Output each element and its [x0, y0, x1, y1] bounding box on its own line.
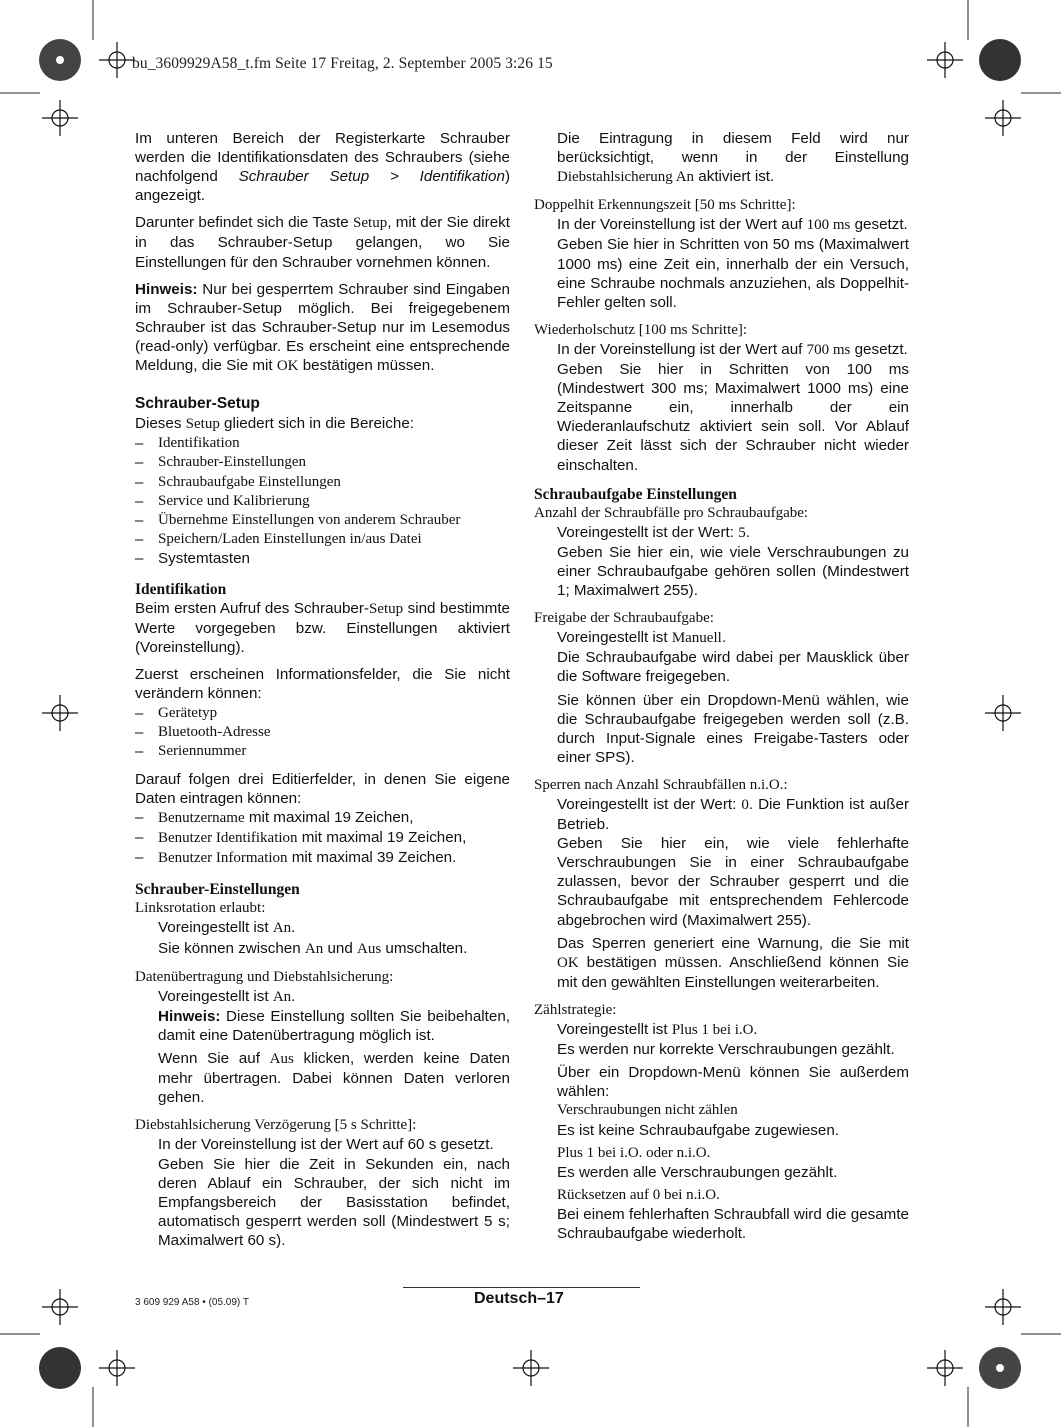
diebstahlsicherung-details: In der Voreinstellung ist der Wert auf 60 s gesetzt. Geben Sie hier die Zeit in Sekunden ein, nach deren Ablauf ein Schrauber, der sich nicht im Empfangsbereich der Basisstation befindet, automatisch gesperrt werden soll (Mindestwert 5 s; Maximalwert 60 s).: [158, 1136, 510, 1249]
list-item: – Benutzer Identifikation mit maximal 19 Zeichen,: [135, 828, 510, 848]
option-verschraubungen-nicht-zaehlen: Verschraubungen nicht zählen: [557, 1102, 738, 1119]
anzahl-details: Voreingestellt ist der Wert: 5. Geben Sie hier ein, wie viele Verschraubungen zu einer Schraubaufgabe gehören sollen (Mindestwert 1; Maximalwert 255).: [557, 523, 909, 600]
setup-intro: Dieses Setup gliedert sich in die Bereiche:: [135, 415, 414, 433]
file-info-header: bu_3609929A58_t.fm Seite 17 Freitag, 2. September 2005 3:26 15: [132, 55, 553, 72]
heading-schrauber-setup: Schrauber-Setup: [135, 395, 260, 413]
setup-list: [135, 434, 510, 568]
label-anzahl-schraubfaelle: Anzahl der Schraubfälle pro Schraubaufgabe:: [534, 504, 809, 521]
heading-schraubaufgabe-einstellungen: Schraubaufgabe Einstellungen: [534, 485, 737, 503]
label-diebstahlsicherung-verzoegerung: Diebstahlsicherung Verzögerung [5 s Schritte]:: [135, 1117, 417, 1134]
doppelhit-details: In der Voreinstellung ist der Wert auf 100 ms gesetzt. Geben Sie hier in Schritten von 50 ms (Maximalwert 1000 ms) eine Zeit ein, innerhalb der ein Versuch, eine Schraube nochmals anzuziehen, als Doppelhit-Fehler gelten soll.: [557, 216, 909, 311]
page-number: Deutsch–17: [474, 1290, 564, 1307]
list-item: – Gerätetyp: [135, 704, 510, 723]
starburst-mark-top-left: [39, 39, 81, 81]
list-item: – Schrauber-Einstellungen: [135, 453, 510, 472]
paragraph-hinweis: Hinweis: Nur bei gesperrtem Schrauber sind Eingaben im Schrauber-Setup möglich. Bei freigegebenem Schrauber ist das Schrauber-Setup nur im Lesemodus (read-only) verfügbar. Es erscheint eine entsprechende Meldung, die Sie mit OK bestätigen müssen.: [135, 280, 510, 375]
list-item: – Service und Kalibrierung: [135, 492, 510, 511]
label-freigabe: Freigabe der Schraubaufgabe:: [534, 610, 714, 627]
label-zaehlstrategie: Zählstrategie:: [534, 1001, 617, 1018]
right-column: [534, 129, 909, 1243]
zaehlstrategie-details: Voreingestellt ist Plus 1 bei i.O. Es werden nur korrekte Verschraubungen gezählt. Über ein Dropdown-Menü können Sie außerdem wählen: Verschraubungen nicht zählen Es ist keine Schraubaufgabe zugewiesen. Plus 1 bei i.O. oder n.i.O. Es werden alle Verschraubungen gezählt. Rücksetzen auf 0 bei n.i.O. Bei einem fehlerhaften Schraubfall wird die gesamte Schraubaufgabe wiederholt.: [557, 1021, 909, 1242]
footer-rule: [403, 1287, 640, 1288]
freigabe-details: Voreingestellt ist Manuell. Die Schraubaufgabe wird dabei per Mausklick über die Software freigegeben. Sie können über ein Dropdown-Menü wählen, wie die Schraubaufgabe freigegeben werden soll (z.B. durch Input-Signale eines Freigabe-Tasters oder einer SPS).: [557, 629, 909, 766]
label-linksrotation: Linksrotation erlaubt:: [135, 900, 266, 917]
heading-identifikation: Identifikation: [135, 580, 227, 598]
list-item: – Seriennummer: [135, 742, 510, 761]
ident-list: [135, 704, 510, 761]
ident-paragraph-2: Zuerst erscheinen Informationsfelder, die Sie nicht verändern können:: [135, 666, 510, 703]
list-item: – Übernehme Einstellungen von anderem Schrauber: [135, 511, 510, 530]
edit-field-list: [135, 808, 510, 868]
label-wiederholschutz: Wiederholschutz [100 ms Schritte]:: [534, 321, 748, 338]
starburst-mark-top-right: [979, 39, 1021, 81]
paragraph-registerkarte: Im unteren Bereich der Registerkarte Schrauber werden die Identifikationsdaten des Schraubers (siehe nachfolgend Schrauber Setup > Identifikation) angezeigt.: [135, 130, 510, 205]
list-item: – Systemtasten: [135, 549, 510, 568]
diebstahl-note: Die Eintragung in diesem Feld wird nur berücksichtigt, wenn in der Einstellung Diebstahlsicherung An aktiviert ist.: [557, 130, 909, 186]
list-item: – Benutzer Information mit maximal 39 Zeichen.: [135, 848, 510, 868]
starburst-mark-bottom-right: [979, 1347, 1021, 1389]
ident-paragraph-3: Darauf folgen drei Editierfelder, in denen Sie eigene Daten eintragen können:: [135, 770, 510, 807]
list-item: – Benutzername mit maximal 19 Zeichen,: [135, 808, 510, 828]
starburst-mark-bottom-left: [39, 1347, 81, 1389]
datenuebertragung-details: Voreingestellt ist An. Hinweis: Diese Einstellung sollten Sie beibehalten, damit eine Datenübertragung möglich ist. Wenn Sie auf Aus klicken, werden keine Daten mehr übertragen. Dabei können Daten verloren gehen.: [158, 987, 510, 1107]
paragraph-taste-setup: Darunter befindet sich die Taste Setup, mit der Sie direkt in das Schrauber-Setup gelangen, wo Sie Einstellungen für den Schrauber vornehmen können.: [135, 214, 510, 271]
ident-paragraph-1: Beim ersten Aufruf des Schrauber-Setup sind bestimmte Werte vorgegeben bzw. Einstellungen aktiviert (Voreinstellung).: [135, 600, 510, 657]
label-datenuebertragung: Datenübertragung und Diebstahlsicherung:: [135, 968, 394, 985]
list-item: – Bluetooth-Adresse: [135, 723, 510, 742]
option-ruecksetzen: Rücksetzen auf 0 bei n.i.O.: [557, 1186, 720, 1203]
list-item: – Schraubaufgabe Einstellungen: [135, 473, 510, 492]
option-plus-1-io-nio: Plus 1 bei i.O. oder n.i.O.: [557, 1144, 711, 1161]
heading-schrauber-einstellungen: Schrauber-Einstellungen: [135, 881, 300, 899]
sperren-details: Voreingestellt ist der Wert: 0. Die Funktion ist außer Betrieb. Geben Sie hier ein, wie viele fehlerhafte Verschraubungen Sie in einer Schraubaufgabe zulassen, bevor der Schrauber gesperrt und die Schraubaufgabe mit entsprechendem Fehlercode abgebrochen wird (Maximalwert 255). Das Sperren generiert eine Warnung, die Sie mit OK bestätigen müssen. Anschließend können Sie mit den gewählten Einstellungen weiterarbeiten.: [557, 796, 909, 991]
list-item: – Speichern/Laden Einstellungen in/aus Datei: [135, 530, 510, 549]
linksrotation-details: Voreingestellt ist An. Sie können zwischen An und Aus umschalten.: [158, 919, 468, 957]
left-column: [135, 129, 510, 1250]
wiederholschutz-details: In der Voreinstellung ist der Wert auf 700 ms gesetzt. Geben Sie hier in Schritten von 100 ms (Mindestwert 300 ms; Maximalwert 1000 ms) eine Zeitspanne ein, innerhalb der ein Wiederanlaufschutz aktiviert sein soll. Vor Ablauf dieser Zeit lässt sich der Schrauber nicht wieder einschalten.: [557, 340, 909, 474]
list-item: – Identifikation: [135, 434, 510, 453]
label-doppelhit: Doppelhit Erkennungszeit [50 ms Schritte]:: [534, 197, 796, 214]
label-sperren: Sperren nach Anzahl Schraubfällen n.i.O.:: [534, 776, 788, 793]
footer-document-number: 3 609 929 A58 • (05.09) T: [135, 1297, 249, 1308]
